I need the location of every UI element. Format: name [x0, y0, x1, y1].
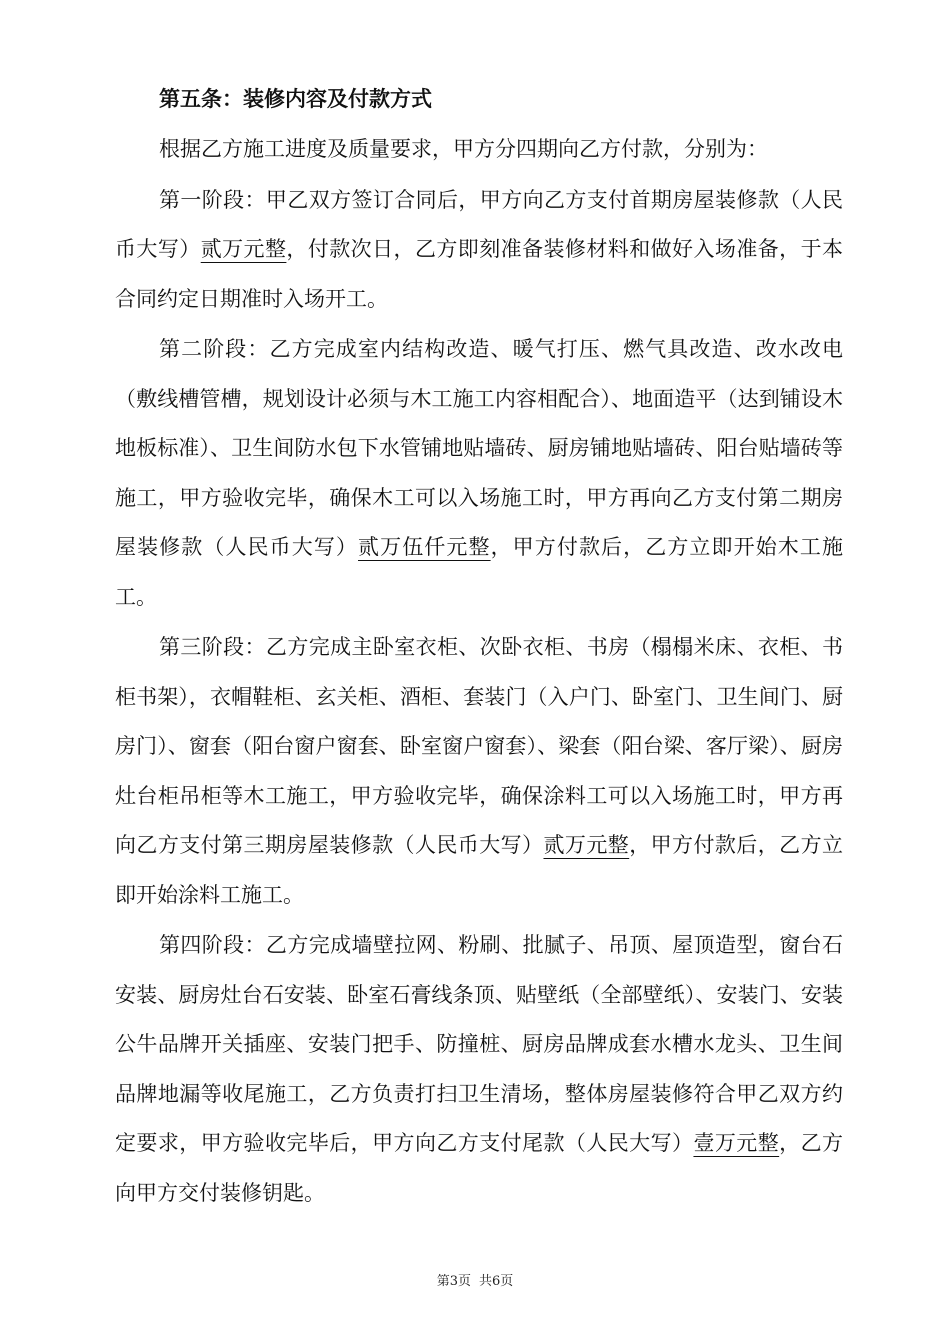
stage-1-text: 第一阶段：甲乙双方签订合同后，甲方向乙方支付首期房屋装修款（人民币大写） — [115, 187, 843, 261]
stage-2-text: 第二阶段：乙方完成室内结构改造、暖气打压、燃气具改造、改水改电（敷线槽管槽，规划设计必须与木工施工内容相配合）、地面造平（达到铺设木地板标准）、卫生间防水包下水管铺地贴墙砖、厨房铺地贴墙砖、阳台贴墙砖等施工，甲方验收完毕，确保木工可以入场施工时，甲方再向乙方支付第二期房屋装修款（人民币大写） — [115, 337, 843, 559]
stage-3-amount: 贰万元整 — [543, 833, 630, 857]
stage-2-text-after: ，甲方付款后，乙方立即开始木工施工。 — [115, 535, 843, 609]
stage-3-paragraph — [115, 623, 843, 920]
stage-3-text-after: ，甲方付款后，乙方立即开始涂料工施工。 — [115, 833, 844, 907]
section-heading: 第五条：装修内容及付款方式 — [159, 87, 432, 111]
stage-1-text-after: ，付款次日，乙方即刻准备装修材料和做好入场准备，于本合同约定日期准时入场开工。 — [115, 237, 844, 311]
stage-4-text-after: ，乙方向甲方交付装修钥匙。 — [115, 1131, 844, 1205]
intro-paragraph: 根据乙方施工进度及质量要求，甲方分四期向乙方付款，分别为： — [159, 137, 768, 161]
stage-1-amount: 贰万元整 — [200, 237, 287, 261]
stage-1-paragraph — [115, 176, 843, 325]
stage-4-paragraph — [115, 921, 843, 1218]
page-total: 共6页 — [479, 1274, 514, 1289]
stage-4-amount: 壹万元整 — [693, 1131, 780, 1155]
page-number: 第3页 — [436, 1274, 471, 1289]
page-body — [115, 74, 843, 1218]
stage-2-paragraph — [115, 325, 843, 622]
page-footer — [0, 1270, 950, 1289]
stage-3-text: 第三阶段：乙方完成主卧室衣柜、次卧衣柜、书房（榻榻米床、衣柜、书柜书架），衣帽鞋柜、玄关柜、酒柜、套装门（入户门、卧室门、卫生间门、厨房门）、窗套（阳台窗户窗套、卧室窗户窗套）、梁套（阳台梁、客厅梁）、厨房灶台柜吊柜等木工施工，甲方验收完毕，确保涂料工可以入场施工时，甲方再向乙方支付第三期房屋装修款（人民币大写） — [115, 635, 843, 857]
stage-4-text: 第四阶段：乙方完成墙壁拉网、粉刷、批腻子、吊顶、屋顶造型，窗台石安装、厨房灶台石安装、卧室石膏线条顶、贴壁纸（全部壁纸）、安装门、安装公牛品牌开关插座、安装门把手、防撞桩、厨房品牌成套水槽水龙头、卫生间品牌地漏等收尾施工，乙方负责打扫卫生清场，整体房屋装修符合甲乙双方约定要求，甲方验收完毕后，甲方向乙方支付尾款（人民大写） — [115, 933, 843, 1155]
stage-2-amount: 贰万伍仟元整 — [358, 535, 491, 559]
